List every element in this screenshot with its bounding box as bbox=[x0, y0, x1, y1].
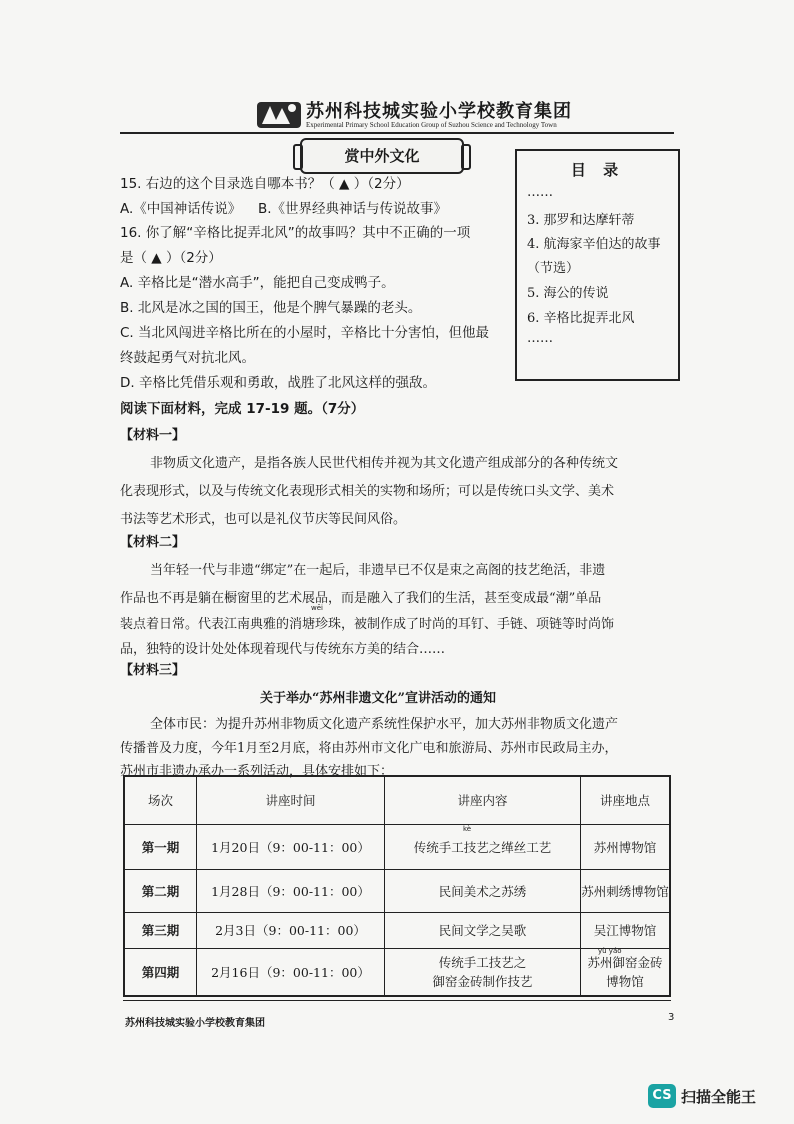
time-cell: 2月3日（9：00-11：00） bbox=[197, 913, 385, 948]
camscanner-watermark-text: 扫描全能王 bbox=[681, 1088, 757, 1106]
header-cell: 讲座内容 bbox=[385, 777, 581, 824]
notice-line: 传播普及力度，今年1月至2月底，将由苏州市文化广电和旅游局、苏州市民政局主办， bbox=[120, 741, 618, 756]
question-15: 15. 右边的这个目录选自哪本书？（ ▲ ）（2分） bbox=[120, 176, 410, 192]
time-cell: 1月28日（9：00-11：00） bbox=[197, 870, 385, 912]
camscanner-logo-icon: CS bbox=[648, 1084, 676, 1108]
toc-title: 目 录 bbox=[570, 161, 625, 179]
material2-line: 当年轻一代与非遗“绑定”在一起后，非遗早已不仅是束之高阁的技艺绝活，非遗 bbox=[150, 563, 606, 578]
header-cell: 讲座时间 bbox=[197, 777, 385, 824]
q15-option-a: A.《中国神话传说》 bbox=[120, 201, 242, 217]
material3-label: 【材料三】 bbox=[120, 663, 186, 678]
content-line: 御窑金砖制作技艺 bbox=[432, 974, 533, 989]
material1-line: 化表现形式，以及与传统文化表现形式相关的实物和场所；可以是传统口头文学、美术 bbox=[120, 484, 615, 499]
q16-option-d: D. 辛格比凭借乐观和勇敢，战胜了北风这样的强敌。 bbox=[120, 375, 436, 391]
school-logo bbox=[256, 96, 302, 130]
q16-option-c-line2: 终鼓起勇气对抗北风。 bbox=[120, 350, 255, 366]
toc-line: 5. 海公的传说 bbox=[527, 286, 609, 301]
notice-line: 全体市民：为提升苏州非物质文化遗产系统性保护水平，加大苏州非物质文化遗产 bbox=[150, 717, 619, 732]
school-name-cn: 苏州科技城实验小学校教育集团 bbox=[306, 101, 572, 122]
notice-title: 关于举办“苏州非遗文化”宣讲活动的通知 bbox=[260, 691, 496, 706]
header-cell: 讲座地点 bbox=[599, 793, 650, 808]
content-cell bbox=[385, 949, 581, 995]
material1-line: 书法等艺术形式，也可以是礼仪节庆等民间风俗。 bbox=[120, 512, 407, 527]
notice-line: 苏州市非遗办承办一系列活动，具体安排如下： bbox=[120, 764, 394, 779]
place-line: 博物馆 bbox=[606, 974, 644, 989]
place-line: 苏州御窑金砖 bbox=[587, 955, 663, 970]
toc-line: …… bbox=[527, 331, 553, 346]
session-cell: 第二期 bbox=[125, 870, 197, 912]
q16-option-b: B. 北风是冰之国的国王，他是个脾气暴躁的老头。 bbox=[120, 300, 422, 316]
pinyin-ruby: yù yáo bbox=[598, 947, 622, 955]
pinyin-ruby: wēi bbox=[311, 604, 323, 612]
toc-box bbox=[515, 149, 680, 381]
place-cell: 吴江博物馆 bbox=[593, 923, 657, 938]
content-cell: 民间美术之苏绣 bbox=[385, 870, 581, 912]
footer-school-name: 苏州科技城实验小学校教育集团 bbox=[125, 1018, 265, 1029]
toc-line: 4. 航海家辛伯达的故事 bbox=[527, 237, 661, 252]
q16-option-c-line1: C. 当北风闯进辛格比所在的小屋时，辛格比十分害怕，但他最 bbox=[120, 325, 490, 341]
pinyin-ruby: kè bbox=[463, 825, 472, 833]
question-16-line1: 16. 你了解“辛格比捉弄北风”的故事吗？其中不正确的一项 bbox=[120, 225, 471, 241]
table-row bbox=[125, 870, 669, 913]
table-row bbox=[125, 825, 669, 870]
place-cell: 苏州博物馆 bbox=[593, 839, 657, 855]
header-divider bbox=[120, 132, 674, 134]
toc-line: 6. 辛格比捉弄北风 bbox=[527, 311, 635, 326]
material2-line: 作品也不再是躺在橱窗里的艺术展品，而是融入了我们的生活，甚至变成最“潮”单品 bbox=[120, 591, 602, 606]
time-cell: 2月16日（9：00-11：00） bbox=[197, 949, 385, 995]
table-header-row bbox=[125, 777, 669, 825]
session-cell: 第四期 bbox=[125, 949, 197, 995]
place-cell bbox=[581, 949, 669, 995]
toc-line: …… bbox=[527, 185, 553, 200]
content-line: 传统手工技艺之 bbox=[438, 955, 527, 970]
session-cell: 第一期 bbox=[125, 825, 197, 869]
reading-instructions: 阅读下面材料，完成 17-19 题。（7分） bbox=[120, 401, 365, 417]
school-name-en: Experimental Primary School Education Group of Suzhou Science and Technology Town bbox=[306, 121, 557, 129]
section-banner: 赏中外文化 bbox=[300, 138, 464, 174]
material1-label: 【材料一】 bbox=[120, 428, 186, 443]
material2-line: 品，独特的设计处处体现着现代与传统东方美的结合…… bbox=[120, 642, 446, 657]
q15-option-b: B.《世界经典神话与传说故事》 bbox=[258, 201, 448, 217]
q16-option-a: A. 辛格比是“潜水高手”，能把自己变成鸭子。 bbox=[120, 275, 395, 291]
question-16-line2: 是（ ▲ ）（2分） bbox=[120, 250, 222, 266]
table-row bbox=[125, 949, 669, 995]
toc-line: （节选） bbox=[527, 261, 580, 276]
material2-line: 装点着日常。代表江南典雅的消塘珍珠，被制作成了时尚的耳钉、手链、项链等时尚饰 bbox=[120, 617, 615, 632]
header-cell: 场次 bbox=[125, 777, 197, 824]
session-cell: 第三期 bbox=[125, 913, 197, 948]
time-cell: 1月20日（9：00-11：00） bbox=[197, 825, 385, 869]
content-cell: 民间文学之吴歌 bbox=[385, 913, 581, 948]
toc-line: 3. 那罗和达摩轩蒂 bbox=[527, 213, 635, 228]
content-cell: 传统手工技艺之缂丝工艺 bbox=[385, 825, 581, 869]
table-row bbox=[125, 913, 669, 949]
footer-divider bbox=[123, 1000, 671, 1001]
material1-line: 非物质文化遗产，是指各族人民世代相传并视为其文化遗产组成部分的各种传统文 bbox=[150, 456, 619, 471]
page-number: 3 bbox=[668, 1012, 675, 1023]
lecture-schedule-table bbox=[123, 775, 671, 997]
place-cell: 苏州刺绣博物馆 bbox=[581, 883, 669, 899]
material2-label: 【材料二】 bbox=[120, 535, 186, 550]
